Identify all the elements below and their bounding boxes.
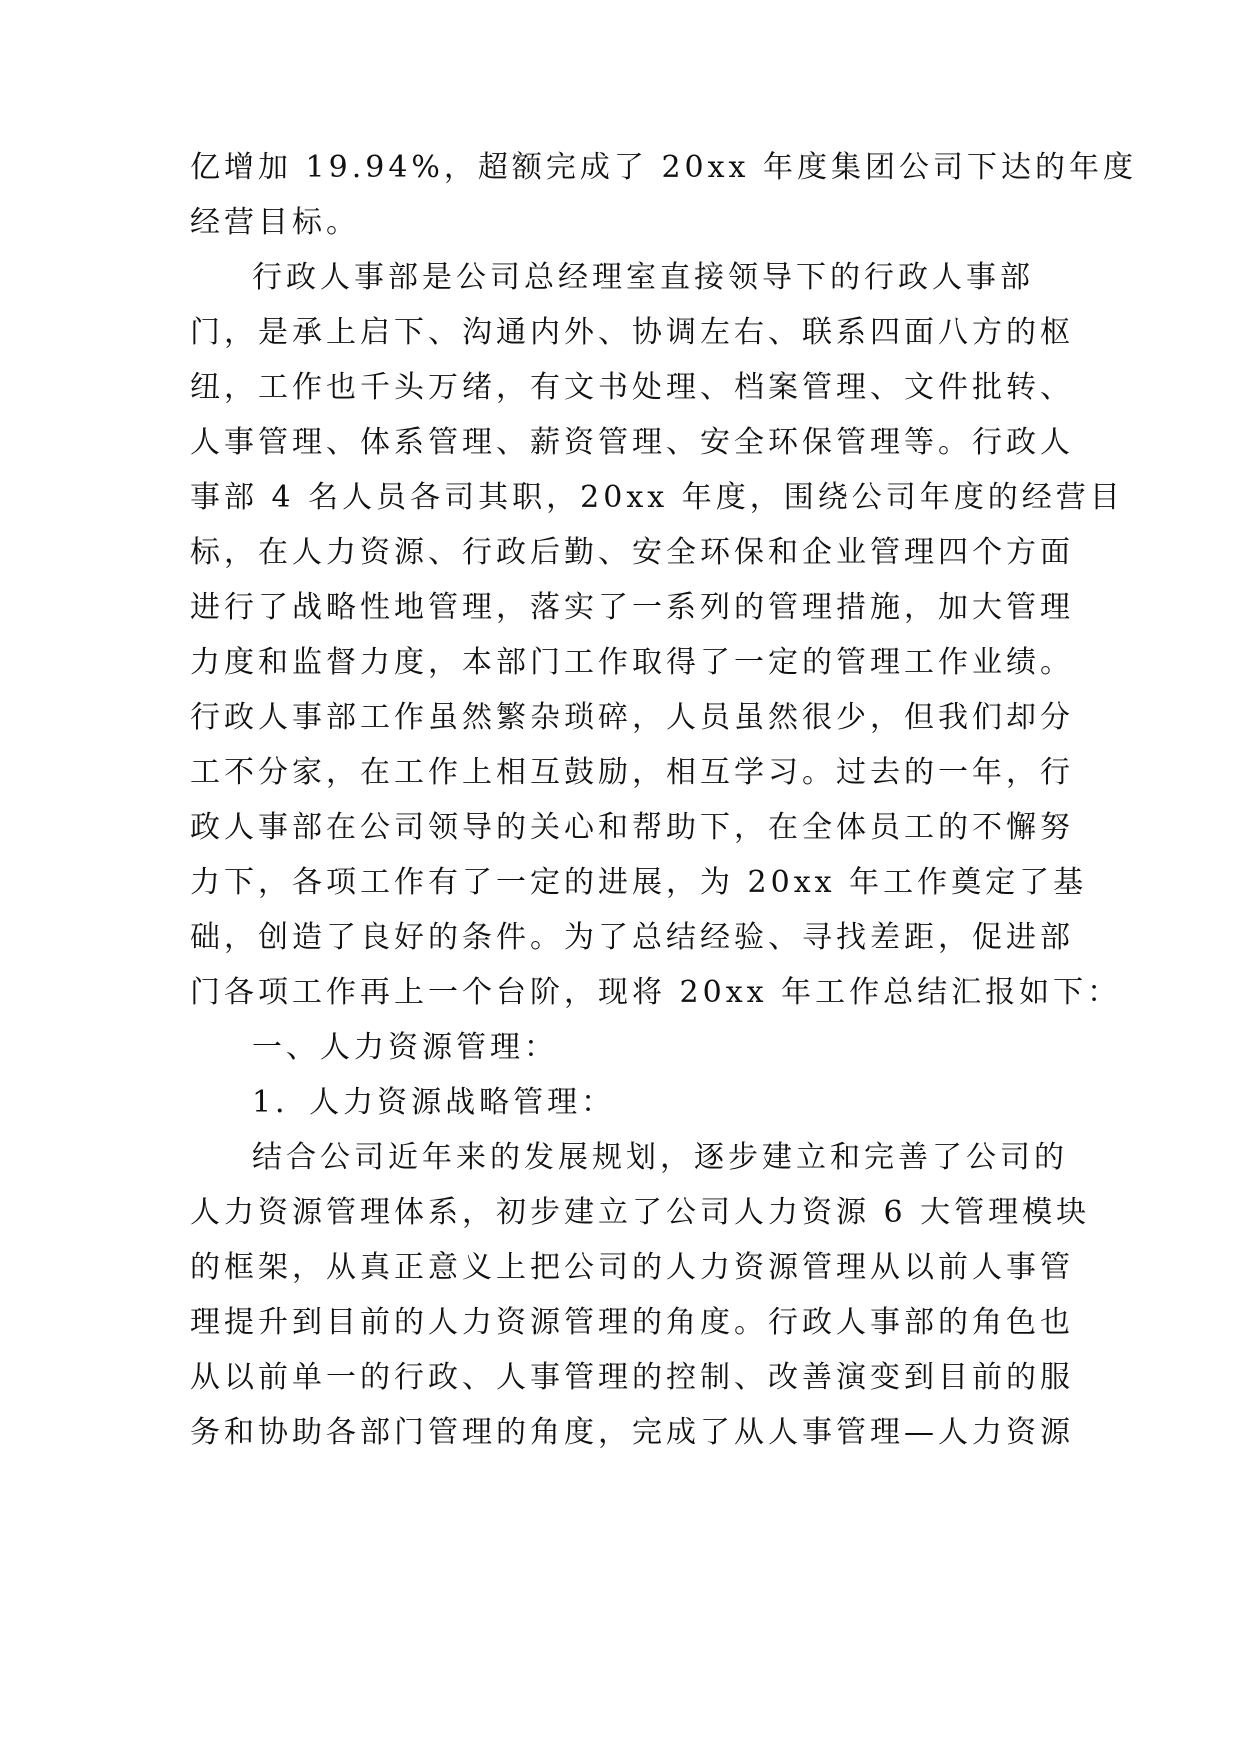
paragraph-line: 事部 4 名人员各司其职，20xx 年度，围绕公司年度的经营目: [190, 480, 1124, 515]
paragraph-line: 结合公司近年来的发展规划，逐步建立和完善了公司的: [252, 1140, 1068, 1175]
paragraph-line: 理提升到目前的人力资源管理的角度。行政人事部的角色也: [190, 1305, 1074, 1340]
paragraph-line: 的框架，从真正意义上把公司的人力资源管理从以前人事管: [190, 1250, 1074, 1285]
paragraph-line: 行政人事部工作虽然繁杂琐碎，人员虽然很少，但我们却分: [190, 700, 1074, 735]
paragraph-line: 务和协助各部门管理的角度，完成了从人事管理—人力资源: [190, 1415, 1074, 1450]
paragraph-line: 从以前单一的行政、人事管理的控制、改善演变到目前的服: [190, 1360, 1074, 1395]
paragraph-line: 标，在人力资源、行政后勤、安全环保和企业管理四个方面: [190, 535, 1074, 570]
paragraph-line: 力下，各项工作有了一定的进展，为 20xx 年工作奠定了基: [190, 865, 1088, 900]
paragraph-line: 进行了战略性地管理，落实了一系列的管理措施，加大管理: [190, 590, 1074, 625]
paragraph-line: 门，是承上启下、沟通内外、协调左右、联系四面八方的枢: [190, 315, 1074, 350]
paragraph-line: 政人事部在公司领导的关心和帮助下，在全体员工的不懈努: [190, 810, 1074, 845]
paragraph-line: 人事管理、体系管理、薪资管理、安全环保管理等。行政人: [190, 425, 1074, 460]
paragraph-line: 行政人事部是公司总经理室直接领导下的行政人事部: [252, 260, 1034, 295]
paragraph-line: 工不分家，在工作上相互鼓励，相互学习。过去的一年，行: [190, 755, 1074, 790]
paragraph-line: 亿增加 19.94%，超额完成了 20xx 年度集团公司下达的年度: [190, 150, 1138, 185]
paragraph-line: 人力资源管理体系，初步建立了公司人力资源 6 大管理模块: [190, 1195, 1091, 1230]
paragraph-line: 门各项工作再上一个台阶，现将 20xx 年工作总结汇报如下：: [190, 975, 1122, 1010]
paragraph-line: 纽，工作也千头万绪，有文书处理、档案管理、文件批转、: [190, 370, 1074, 405]
section-heading: 一、人力资源管理：: [252, 1030, 558, 1065]
paragraph-line: 经营目标。: [190, 205, 360, 240]
subsection-heading: 1．人力资源战略管理：: [252, 1085, 616, 1120]
paragraph-line: 力度和监督力度，本部门工作取得了一定的管理工作业绩。: [190, 645, 1074, 680]
paragraph-line: 础，创造了良好的条件。为了总结经验、寻找差距，促进部: [190, 920, 1074, 955]
